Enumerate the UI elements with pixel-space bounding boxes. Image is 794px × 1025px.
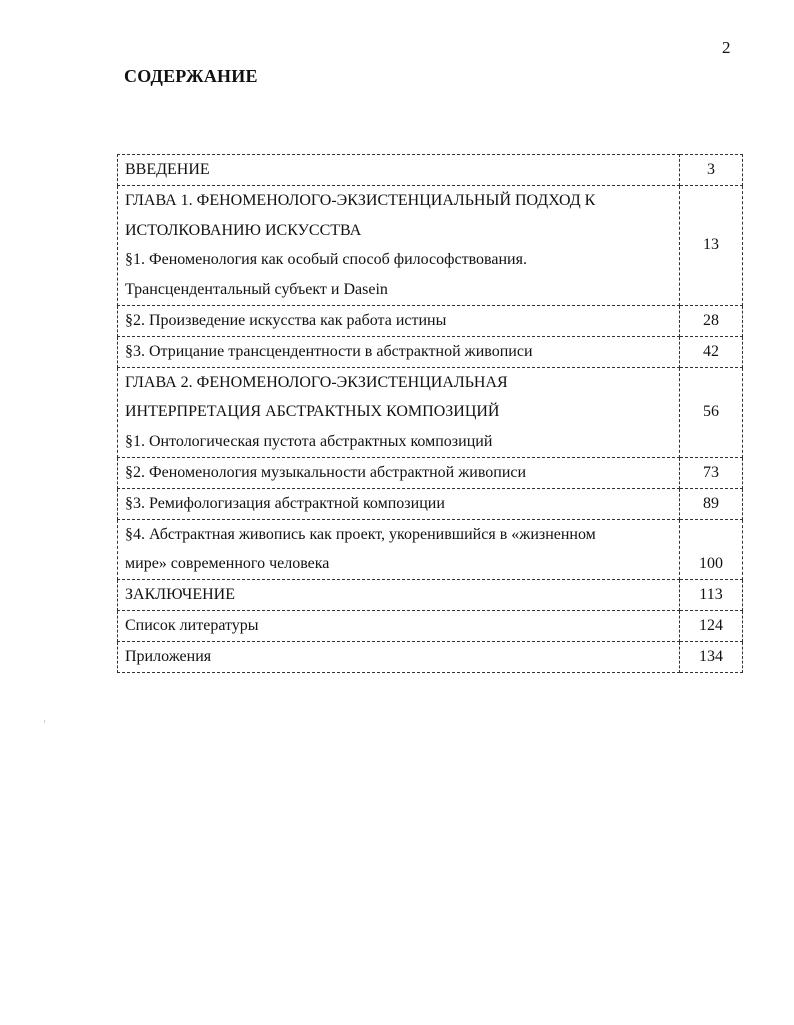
toc-row-ch2-section2 — [118, 457, 743, 488]
toc-page-ch1-section3: 42 — [680, 336, 743, 367]
chapter1-section1-line1: §1. Феноменология как особый способ философствования. — [125, 251, 527, 269]
table-of-contents — [117, 154, 743, 673]
toc-page-conclusion: 113 — [680, 580, 743, 611]
toc-entry-ch1-section2: §2. Произведение искусства как работа истины — [118, 305, 680, 336]
toc-row-conclusion — [118, 580, 743, 611]
page-title: СОДЕРЖАНИЕ — [124, 66, 258, 86]
ch2-section4-line2: мире» современного человека — [125, 555, 330, 573]
toc-row-bibliography — [118, 610, 743, 641]
chapter1-section1-line2: Трансцендентальный субъект и Dasein — [125, 281, 388, 299]
toc-entry-ch2-section3: §3. Ремифологизация абстрактной композиции — [118, 488, 680, 519]
ch2-section4-line1: §4. Абстрактная живопись как проект, укоренившийся в «жизненном — [125, 525, 596, 543]
toc-row-ch2-section4 — [118, 519, 743, 580]
toc-entry-conclusion: ЗАКЛЮЧЕНИЕ — [118, 580, 680, 611]
page-number: 2 — [722, 38, 731, 57]
toc-page-ch2-section4: 100 — [680, 519, 743, 580]
toc-row-introduction — [118, 155, 743, 186]
toc-entry-ch1-section3: §3. Отрицание трансцендентности в абстрактной живописи — [118, 336, 680, 367]
toc-entry-bibliography: Список литературы — [118, 610, 680, 641]
toc-row-appendices — [118, 641, 743, 672]
toc-page-chapter1: 13 — [680, 185, 743, 305]
toc-row-chapter2 — [118, 367, 743, 457]
scan-speck — [44, 720, 45, 723]
chapter2-heading-line1: ГЛАВА 2. ФЕНОМЕНОЛОГО-ЭКЗИСТЕНЦИАЛЬНАЯ — [125, 373, 508, 391]
toc-page-bibliography: 124 — [680, 610, 743, 641]
toc-entry-chapter2 — [118, 367, 680, 457]
toc-entry-ch2-section4 — [118, 519, 680, 580]
chapter2-heading-line2: ИНТЕРПРЕТАЦИЯ АБСТРАКТНЫХ КОМПОЗИЦИЙ — [125, 403, 500, 421]
toc-entry-introduction: ВВЕДЕНИЕ — [118, 155, 680, 186]
toc-page-ch2-section3: 89 — [680, 488, 743, 519]
toc-row-chapter1 — [118, 185, 743, 305]
toc-page-ch1-section2: 28 — [680, 305, 743, 336]
toc-row-ch1-section2 — [118, 305, 743, 336]
toc-row-ch2-section3 — [118, 488, 743, 519]
toc-entry-chapter1 — [118, 185, 680, 305]
toc-page-appendices: 134 — [680, 641, 743, 672]
toc-page-introduction: 3 — [680, 155, 743, 186]
toc-entry-ch2-section2: §2. Феноменология музыкальности абстрактной живописи — [118, 457, 680, 488]
toc-page-ch2-section2: 73 — [680, 457, 743, 488]
chapter2-section1: §1. Онтологическая пустота абстрактных композиций — [125, 433, 493, 451]
chapter1-heading-line2: ИСТОЛКОВАНИЮ ИСКУССТВА — [125, 221, 362, 239]
toc-row-ch1-section3 — [118, 336, 743, 367]
chapter1-heading-line1: ГЛАВА 1. ФЕНОМЕНОЛОГО-ЭКЗИСТЕНЦИАЛЬНЫЙ ПОДХОД К — [125, 191, 596, 209]
toc-entry-appendices: Приложения — [118, 641, 680, 672]
toc-page-chapter2: 56 — [680, 367, 743, 457]
